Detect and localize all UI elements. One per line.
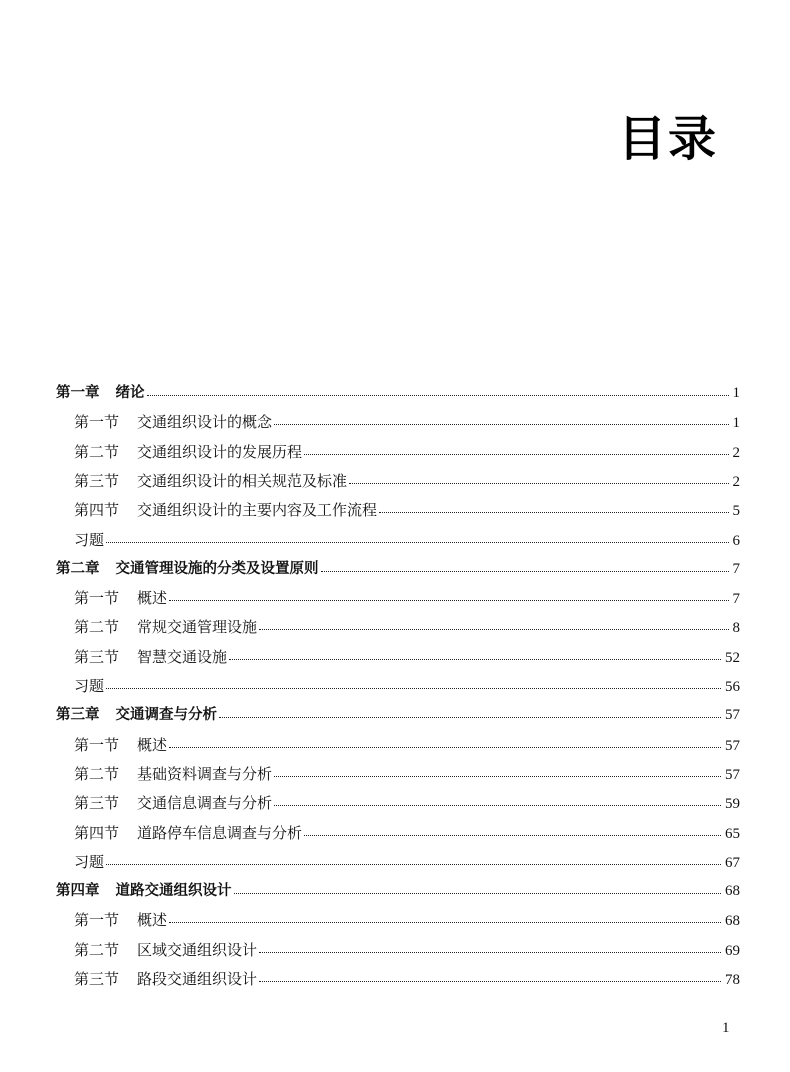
toc-entry-number: 第一节: [74, 735, 120, 754]
toc-entry-title: 智慧交通设施: [137, 647, 228, 666]
toc-entry-title: 交通组织设计的概念: [137, 413, 273, 432]
toc-section-entry[interactable]: [74, 438, 740, 467]
toc-entry-page-number: 5: [732, 503, 740, 520]
toc-entry-page-number: 68: [725, 883, 740, 900]
toc-entry-title: 习题: [74, 852, 105, 871]
toc-entry-title: 绪论: [115, 385, 145, 401]
toc-entry-title: 区域交通组织设计: [137, 940, 258, 959]
toc-entry-page-number: 56: [725, 679, 740, 695]
toc-entry-label: [74, 819, 302, 848]
toc-section-entry[interactable]: [74, 467, 740, 496]
toc-entry-page-number: 69: [725, 942, 740, 959]
dot-leader: [379, 512, 728, 513]
toc-entry-number: 第二章: [56, 560, 100, 577]
toc-entry-page-number: 57: [725, 707, 740, 724]
toc-entry-page-number: 1: [732, 415, 740, 432]
toc-entry-number: 第三章: [56, 707, 100, 724]
toc-entry-label: [56, 379, 145, 408]
toc-entry-number: 第一章: [56, 385, 100, 401]
toc-entry-title: 概述: [137, 911, 168, 930]
dot-leader: [321, 571, 729, 572]
dot-leader: [259, 952, 721, 953]
toc-entry-page-number: 8: [732, 620, 740, 637]
toc-entry-title: 交通组织设计的相关规范及标准: [137, 471, 348, 490]
toc-entry-label: [56, 555, 319, 584]
toc-section-entry[interactable]: [74, 906, 740, 935]
dot-leader: [234, 893, 722, 894]
toc-entry-number: 第一节: [74, 589, 120, 608]
toc-entry-page-number: 67: [725, 854, 740, 871]
toc-entry-number: 第二节: [74, 940, 120, 959]
dot-leader: [106, 542, 728, 543]
toc-entry-label: [74, 526, 104, 555]
toc-entry-title: 交通管理设施的分类及设置原则: [115, 560, 319, 577]
toc-entry-label: [74, 965, 257, 994]
toc-section-entry[interactable]: [74, 613, 740, 642]
toc-entry-label: [74, 496, 377, 525]
dot-leader: [169, 600, 728, 601]
toc-entry-number: 第三节: [74, 471, 120, 490]
toc-entry-page-number: 6: [732, 532, 740, 549]
toc-entry-number: 第四章: [56, 883, 100, 900]
toc-section-entry[interactable]: [74, 936, 740, 965]
toc-entry-label: [74, 760, 272, 789]
toc-entry-page-number: 7: [732, 560, 740, 577]
toc-entry-label: [74, 613, 257, 642]
toc-section-entry[interactable]: [74, 731, 740, 760]
toc-entry-number: 第一节: [74, 413, 120, 432]
toc-entry-title: 道路停车信息调查与分析: [137, 823, 303, 842]
toc-entry-page-number: 52: [725, 649, 740, 666]
toc-entry-page-number: 1: [732, 385, 740, 401]
dot-leader: [304, 835, 721, 836]
footer-page-number: 1: [722, 1020, 730, 1036]
dot-leader: [274, 776, 721, 777]
dot-leader: [259, 981, 721, 982]
toc-entry-title: 交通信息调查与分析: [137, 794, 273, 813]
toc-section-entry[interactable]: [74, 408, 740, 437]
toc-entry-number: 第三节: [74, 794, 120, 813]
toc-chapter-entry[interactable]: [56, 877, 740, 906]
toc-entry-title: 基础资料调查与分析: [137, 764, 273, 783]
toc-entry-page-number: 57: [725, 737, 740, 754]
dot-leader: [274, 424, 728, 425]
toc-entry-number: 第四节: [74, 501, 120, 520]
toc-entry-label: [74, 408, 272, 437]
dot-leader: [349, 483, 728, 484]
toc-entry-label: [74, 731, 167, 760]
dot-leader: [304, 454, 728, 455]
dot-leader: [219, 717, 721, 718]
toc-entry-title: 路段交通组织设计: [137, 970, 258, 988]
page-title: 目录: [618, 111, 719, 167]
dot-leader: [259, 629, 728, 630]
toc-entry-label: [74, 906, 167, 935]
toc-entry-title: 概述: [137, 589, 168, 608]
toc-entry-label: [74, 467, 347, 496]
toc-entry-title: 交通组织设计的主要内容及工作流程: [137, 501, 378, 520]
toc-section-entry[interactable]: [74, 643, 740, 672]
toc-entry-label: [74, 936, 257, 965]
dot-leader: [169, 922, 721, 923]
toc-entry-label: [56, 877, 232, 906]
toc-entry-title: 概述: [137, 735, 168, 754]
dot-leader: [274, 805, 721, 806]
toc-chapter-entry[interactable]: [56, 379, 740, 408]
toc-entry-page-number: 7: [732, 591, 740, 608]
toc-entry-title: 道路交通组织设计: [115, 883, 232, 900]
toc-entry-label: [74, 643, 227, 672]
toc-section-entry[interactable]: [74, 760, 740, 789]
toc-entry-number: 第三节: [74, 970, 120, 988]
toc-entry-number: 第二节: [74, 442, 120, 461]
toc-entry-page-number: 2: [732, 444, 740, 461]
toc-entry-page-number: 78: [725, 972, 740, 988]
toc-entry-page-number: 59: [725, 796, 740, 813]
toc-entry-title: 习题: [74, 530, 105, 549]
toc-section-entry[interactable]: [74, 789, 740, 818]
dot-leader: [106, 864, 721, 865]
toc-entry-title: 交通调查与分析: [115, 707, 217, 724]
toc-section-entry[interactable]: [74, 672, 740, 701]
dot-leader: [106, 688, 721, 689]
toc-section-entry[interactable]: [74, 496, 740, 525]
toc-entry-number: 第一节: [74, 911, 120, 930]
toc-section-entry[interactable]: [74, 965, 740, 994]
toc-entry-page-number: 57: [725, 766, 740, 783]
toc-section-entry[interactable]: [74, 584, 740, 613]
toc-chapter-entry[interactable]: [56, 701, 740, 730]
toc-section-entry[interactable]: [74, 848, 740, 877]
toc-entry-label: [74, 848, 104, 877]
toc-entry-label: [74, 789, 272, 818]
toc-entry-title: 常规交通管理设施: [137, 618, 258, 637]
toc-entry-page-number: 65: [725, 825, 740, 842]
toc-section-entry[interactable]: [74, 819, 740, 848]
toc-entry-number: 第三节: [74, 647, 120, 666]
dot-leader: [229, 659, 721, 660]
toc-entry-label: [74, 584, 167, 613]
toc-chapter-entry[interactable]: [56, 555, 740, 584]
toc-entry-title: 习题: [74, 677, 105, 695]
toc-entry-title: 交通组织设计的发展历程: [137, 442, 303, 461]
toc-entry-label: [74, 672, 104, 701]
toc-entry-label: [74, 438, 302, 467]
toc-entry-number: 第四节: [74, 823, 120, 842]
toc-entry-number: 第二节: [74, 764, 120, 783]
toc-entry-number: 第二节: [74, 618, 120, 637]
toc-entry-page-number: 68: [725, 913, 740, 930]
toc-entry-page-number: 2: [732, 473, 740, 490]
dot-leader: [169, 747, 721, 748]
toc-section-entry[interactable]: [74, 526, 740, 555]
toc-entry-label: [56, 701, 217, 730]
dot-leader: [147, 395, 729, 396]
